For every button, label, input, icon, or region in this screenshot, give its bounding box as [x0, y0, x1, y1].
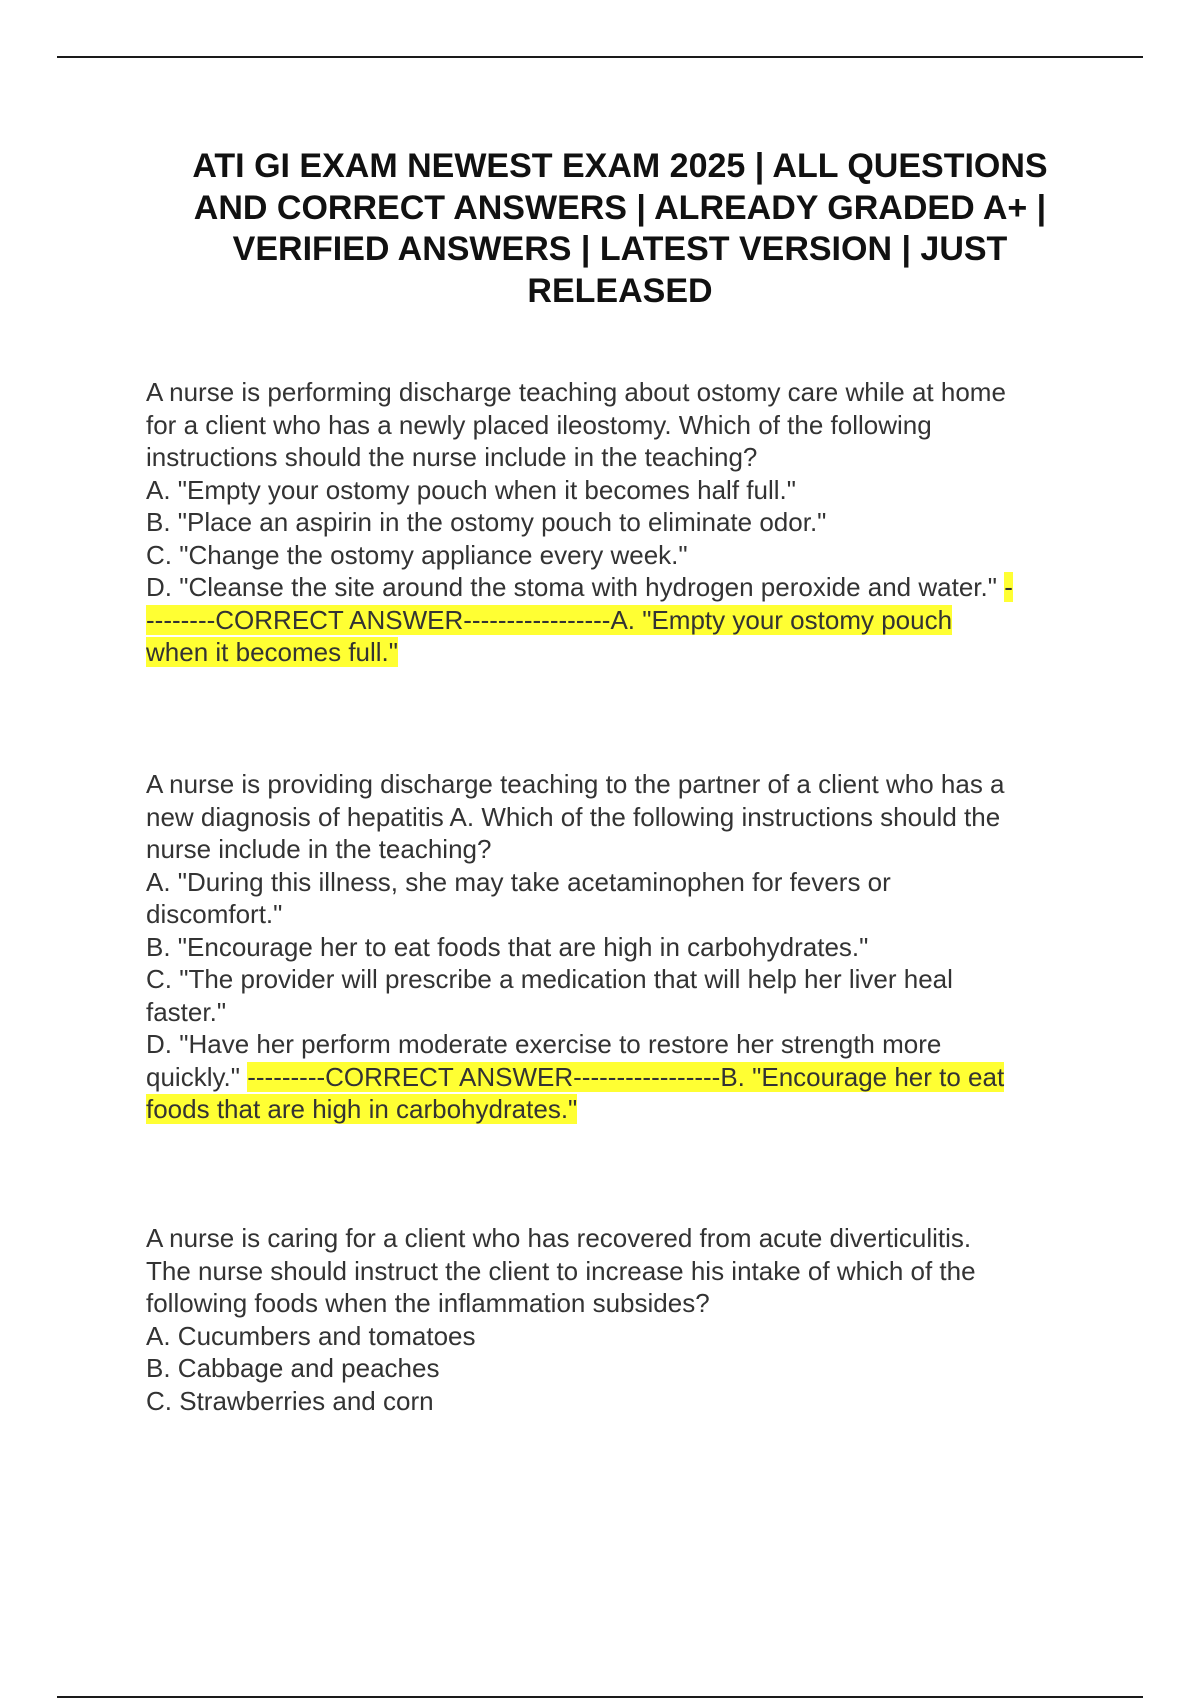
answer-option-c: C. "The provider will prescribe a medication that will help her liver heal: [146, 964, 953, 994]
question-2: [146, 768, 1091, 1126]
answer-option-d: D. "Have her perform moderate exercise to restore her strength more: [146, 1029, 942, 1059]
answer-option-b: B. "Encourage her to eat foods that are high in carbohydrates.": [146, 931, 869, 962]
answer-option-d-line: [146, 1061, 1091, 1094]
question-stem-line: A nurse is caring for a client who has recovered from acute diverticulitis.: [146, 1223, 972, 1253]
answer-option-a-cont: discomfort.": [146, 899, 283, 929]
answer-option-b: B. Cabbage and peaches: [146, 1353, 440, 1383]
correct-answer-highlight: -: [1004, 572, 1013, 602]
top-rule: [57, 56, 1143, 58]
document-title: [140, 146, 1100, 312]
correct-answer-highlight: foods that are high in carbohydrates.": [146, 1094, 578, 1124]
question-stem-line: The nurse should instruct the client to increase his intake of which of the: [146, 1255, 976, 1286]
question-stem-line: nurse include in the teaching?: [146, 834, 492, 864]
answer-option-c: C. "Change the ostomy appliance every week.": [146, 539, 688, 570]
question-stem-line: A nurse is providing discharge teaching to the partner of a client who has a: [146, 769, 1005, 799]
title-line: VERIFIED ANSWERS | LATEST VERSION | JUST: [232, 230, 1008, 268]
question-stem-line: instructions should the nurse include in the teaching?: [146, 442, 758, 472]
correct-answer-highlight: when it becomes full.": [146, 637, 399, 667]
answer-option-b: B. "Place an aspirin in the ostomy pouch to eliminate odor.": [146, 507, 827, 537]
answer-option-a: A. "During this illness, she may take acetaminophen for fevers or: [146, 866, 891, 897]
answer-option-d-cont: quickly.": [146, 1061, 248, 1092]
answer-option-a: A. "Empty your ostomy pouch when it becomes half full.": [146, 474, 796, 505]
question-1: [146, 376, 1091, 669]
question-3: [146, 1222, 1091, 1417]
question-stem-line: following foods when the inflammation subsides?: [146, 1288, 710, 1318]
question-stem-line: A nurse is performing discharge teaching about ostomy care while at home: [146, 377, 1006, 407]
answer-option-d-line: [146, 571, 1091, 604]
question-stem-line: for a client who has a newly placed ileostomy. Which of the following: [146, 409, 932, 440]
correct-answer-line: [146, 636, 1091, 669]
title-line: ATI GI EXAM NEWEST EXAM 2025 | ALL QUESTIONS: [192, 147, 1048, 185]
title-line: AND CORRECT ANSWERS | ALREADY GRADED A+ |: [193, 188, 1047, 227]
question-stem-line: new diagnosis of hepatitis A. Which of the following instructions should the: [146, 801, 1001, 832]
bottom-rule: [57, 1696, 1143, 1698]
answer-option-a: A. Cucumbers and tomatoes: [146, 1320, 476, 1351]
correct-answer-line: [146, 1093, 1091, 1126]
correct-answer-highlight: ---------CORRECT ANSWER-----------------B. "Encourage her to eat: [247, 1061, 1005, 1092]
title-line: RELEASED: [527, 271, 713, 310]
answer-option-d: D. "Cleanse the site around the stoma with hydrogen peroxide and water.": [146, 572, 1005, 602]
answer-option-c-cont: faster.": [146, 996, 227, 1027]
correct-answer-line: [146, 604, 1091, 637]
correct-answer-highlight: --------CORRECT ANSWER-----------------A. "Empty your ostomy pouch: [146, 604, 953, 635]
answer-option-c: C. Strawberries and corn: [146, 1385, 434, 1416]
